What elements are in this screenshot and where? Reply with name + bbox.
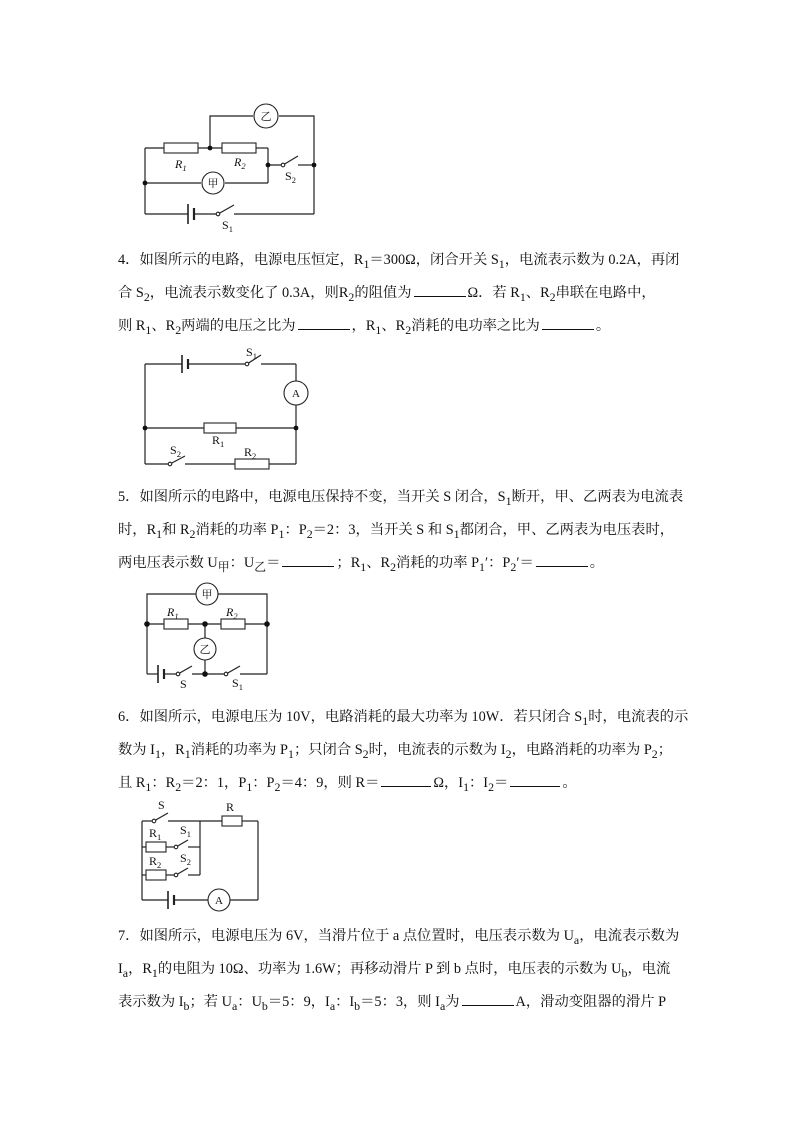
text-fragment: 1 (186, 829, 191, 839)
svg-text:R2 (233, 155, 246, 171)
subscript-text: 1 (453, 526, 460, 541)
s2-label: S (285, 169, 292, 183)
text-fragment: A (215, 895, 223, 907)
text-fragment: R (149, 826, 158, 840)
question-line (118, 955, 683, 988)
question-line (118, 736, 683, 769)
text-fragment: S (180, 677, 187, 691)
text-fragment: 两电压表示数 U (118, 554, 218, 571)
text-fragment: I (118, 960, 123, 977)
question-6 (118, 703, 689, 802)
question-line (118, 279, 683, 312)
circuit-figure-4 (140, 344, 310, 469)
subscript-text: 1 (479, 559, 485, 574)
text-fragment: ：I (469, 774, 489, 791)
r2-label: R (234, 155, 242, 169)
svg-text:S1 (222, 218, 233, 234)
text-fragment: 时，电流表的示 (588, 709, 689, 725)
circuit-figure-3 (140, 108, 330, 234)
text-fragment: S (180, 851, 187, 865)
subscript-text: b (183, 998, 190, 1013)
text-fragment: ，电流表示数为 0.2A，再闭 (504, 252, 680, 268)
text-fragment: 2 (176, 449, 181, 459)
subscript-text: 2 (651, 746, 658, 761)
answer-blank[interactable] (536, 552, 588, 567)
subscript-text: 1 (246, 779, 253, 794)
text-fragment: 和 R (162, 521, 190, 538)
text-fragment: 5．如图所示的电路中，电源电压保持不变，当开关 S 闭合，S (118, 489, 506, 505)
subscript-text: 2 (505, 746, 512, 761)
ammeter-label: A (292, 388, 300, 400)
question-line (118, 988, 683, 1021)
text-fragment: 消耗的电功率之比为 (411, 317, 540, 334)
resistor-r2 (146, 870, 166, 880)
text-fragment: ＝ (494, 774, 509, 791)
text-fragment: ′＝ (516, 554, 534, 571)
text-fragment: 的阻值为 (354, 284, 412, 301)
subscript-text: b (621, 965, 628, 980)
text-fragment: 2 (241, 161, 246, 171)
text-fragment: ：U (237, 993, 262, 1010)
answer-blank[interactable] (298, 315, 350, 330)
resistor-r1 (204, 423, 236, 433)
text-fragment: 消耗的功率 P (396, 554, 480, 571)
text-fragment: ，R (160, 741, 185, 758)
subscript-text: 1 (498, 256, 505, 271)
question-line (118, 483, 683, 516)
text-fragment: 7．如图所示，电源电压为 6V，当滑片位于 a 点位置时，电压表示数为 U (118, 928, 574, 944)
subscript-text: b (261, 998, 268, 1013)
text-fragment: ＝ (266, 554, 281, 571)
text-fragment: S (170, 443, 177, 457)
text-fragment: R (149, 854, 158, 868)
svg-text:R2 (244, 445, 256, 461)
question-4 (118, 246, 683, 345)
subscript-text: 1 (151, 965, 158, 980)
subscript-text: 1 (145, 779, 152, 794)
svg-text:S1 (180, 823, 191, 839)
svg-text:R1 (174, 157, 187, 173)
answer-blank[interactable] (381, 772, 431, 787)
text-fragment: 时，电流表的示数为 I (368, 741, 506, 758)
text-fragment: 则 R (118, 317, 146, 334)
text-fragment: ，电流 (627, 960, 671, 977)
question-5 (118, 483, 683, 582)
subscript-text: 2 (362, 746, 369, 761)
subscript-text: 2 (488, 779, 495, 794)
subscript-text: 2 (306, 526, 313, 541)
subscript-text: a (439, 998, 446, 1013)
subscript-text: 2 (405, 322, 412, 337)
meter-yi-label: 乙 (260, 111, 272, 123)
text-fragment: 。 (595, 317, 611, 334)
text-fragment: R (226, 605, 234, 619)
text-fragment: S (232, 676, 239, 690)
text-fragment: ＝2：1，P (181, 774, 247, 791)
question-line (118, 703, 689, 736)
text-fragment: 1 (174, 611, 179, 621)
subscript-text: b (354, 998, 361, 1013)
text-fragment: ＝2：3，当开关 S 和 S (312, 521, 454, 538)
text-fragment: 2 (186, 857, 191, 867)
text-fragment: R (212, 433, 221, 447)
svg-text:S2 (170, 443, 181, 459)
meter-jia-label: 甲 (207, 178, 219, 190)
text-fragment: ，R (351, 317, 376, 334)
subscript-text: a (122, 965, 129, 980)
circuit-figure-5 (140, 580, 280, 690)
text-fragment: 2 (157, 860, 162, 870)
subscript-text: 1 (463, 779, 470, 794)
svg-text:S2 (180, 851, 191, 867)
subscript-text: 1 (154, 746, 161, 761)
text-fragment: 6．如图所示，电源电压为 10V，电路消耗的最大功率为 10W．若只闭合 S (118, 709, 583, 725)
text-fragment: ＝5：3，则 I (360, 993, 440, 1010)
text-fragment: 断开，甲、乙两表为电流表 (511, 489, 684, 505)
answer-blank[interactable] (282, 552, 334, 567)
text-fragment: 、R (366, 554, 391, 571)
text-fragment: 1 (252, 351, 257, 361)
subscript-text: 1 (360, 559, 367, 574)
text-fragment: 1 (157, 832, 162, 842)
subscript-text: 2 (175, 779, 182, 794)
resistor-r1 (164, 143, 198, 153)
question-line (118, 516, 683, 549)
text-fragment: 两端的电压之比为 (181, 317, 296, 334)
svg-text:R1 (212, 433, 224, 449)
subscript-text: 2 (189, 526, 196, 541)
text-fragment: 且 R (118, 774, 146, 791)
svg-text:S1 (232, 676, 243, 692)
text-fragment: ：I (335, 993, 355, 1010)
answer-blank[interactable] (462, 991, 514, 1006)
text-fragment: R (244, 445, 253, 459)
text-fragment: 。 (562, 774, 577, 791)
text-fragment: 2 (252, 451, 257, 461)
question-line (118, 312, 683, 345)
text-fragment: 。 (589, 554, 605, 571)
text-fragment: ：P (284, 521, 307, 538)
text-fragment: 、R (381, 317, 406, 334)
answer-blank[interactable] (510, 772, 560, 787)
question-7 (118, 922, 683, 1021)
text-fragment: Ω．若 R (467, 284, 520, 301)
text-fragment: 都闭合，甲、乙两表为电压表时， (459, 521, 675, 538)
subscript-text: 1 (278, 526, 285, 541)
text-fragment: 4．如图所示的电路，电源电压恒定，R (118, 252, 364, 268)
text-fragment: 的电阻为 10Ω、功率为 1.6W；再移动滑片 P 到 b 点时，电压表的示数为 U (157, 960, 622, 977)
text-fragment: S (180, 823, 187, 837)
subscript-text: 2 (274, 779, 281, 794)
text-fragment: 合 S (118, 284, 144, 301)
svg-text:R1 (166, 605, 179, 621)
subscript-text: 2 (348, 289, 355, 304)
question-line (118, 246, 683, 279)
question-line (118, 549, 683, 582)
subscript-text: 乙 (254, 559, 267, 574)
text-fragment: 1 (238, 682, 243, 692)
text-fragment: ＝4：9，则 R＝ (280, 774, 380, 791)
text-fragment: Ω，I (433, 774, 464, 791)
subscript-text: 1 (519, 289, 526, 304)
subscript-text: a (573, 932, 580, 947)
text-fragment: ，电路消耗的功率为 P (511, 741, 652, 758)
text-fragment: S (246, 345, 253, 359)
text-fragment: 数为 I (118, 741, 155, 758)
subscript-text: 1 (145, 322, 152, 337)
text-fragment: 2 (291, 175, 296, 185)
subscript-text: 2 (549, 289, 556, 304)
s1-label: S (222, 218, 229, 232)
svg-text:R2 (149, 854, 161, 870)
subscript-text: 1 (363, 256, 370, 271)
text-fragment: ； (657, 741, 673, 758)
subscript-text: 2 (390, 559, 397, 574)
text-fragment: 1 (228, 224, 233, 234)
answer-blank[interactable] (414, 282, 466, 297)
text-fragment: ，电流表示数变化了 0.3A，则R (149, 284, 349, 301)
text-fragment: 1 (182, 163, 187, 173)
text-fragment: 、R (151, 317, 176, 334)
text-fragment: ′：P (484, 554, 511, 571)
text-fragment: 为 (445, 993, 460, 1010)
text-fragment: ：P (252, 774, 275, 791)
subscript-text: a (329, 998, 336, 1013)
text-fragment: ＝5：9，I (267, 993, 330, 1010)
subscript-text: 1 (582, 713, 589, 728)
text-fragment: 消耗的功率为 P (190, 741, 288, 758)
text-fragment: 消耗的功率 P (195, 521, 279, 538)
text-fragment: R (226, 800, 235, 814)
text-fragment: ：U (229, 554, 255, 571)
resistor-r1 (146, 842, 166, 852)
circuit-figure-6 (138, 797, 268, 915)
svg-text:S2 (285, 169, 296, 185)
resistor-r2 (222, 143, 256, 153)
answer-blank[interactable] (542, 315, 594, 330)
svg-text:S1 (246, 345, 257, 361)
r1-label: R (175, 157, 183, 171)
text-fragment: 2 (233, 611, 238, 621)
resistor-r (222, 816, 242, 826)
text-fragment: ；只闭合 S (293, 741, 363, 758)
svg-text:R2 (225, 605, 238, 621)
text-fragment: ：R (151, 774, 176, 791)
text-fragment: 甲 (201, 589, 213, 601)
text-fragment: ，电流表示数为 (579, 928, 680, 944)
text-fragment: A，滑动变阻器的滑片 P (515, 993, 667, 1010)
text-fragment: ，R (128, 960, 152, 977)
text-fragment: 1 (220, 439, 225, 449)
text-fragment: 表示数为 I (118, 993, 184, 1010)
text-fragment: ；R (336, 554, 361, 571)
text-fragment: 串联在电路中， (555, 284, 656, 301)
text-fragment: ；若 U (189, 993, 232, 1010)
question-line (118, 922, 683, 955)
subscript-text: 甲 (217, 559, 230, 574)
subscript-text: 2 (510, 559, 517, 574)
subscript-text: a (231, 998, 238, 1013)
subscript-text: 1 (505, 493, 512, 508)
text-fragment: 时，R (118, 521, 157, 538)
text-fragment: 乙 (199, 644, 211, 656)
text-fragment: R (167, 605, 175, 619)
text-fragment: ＝300Ω，闭合开关 S (369, 252, 499, 268)
subscript-text: 1 (156, 526, 163, 541)
svg-text:R1 (149, 826, 161, 842)
subscript-text: 1 (184, 746, 191, 761)
subscript-text: 1 (375, 322, 382, 337)
subscript-text: 2 (175, 322, 182, 337)
text-fragment: 、R (525, 284, 550, 301)
subscript-text: 1 (288, 746, 294, 761)
text-fragment: S (158, 798, 165, 812)
subscript-text: 2 (143, 289, 150, 304)
